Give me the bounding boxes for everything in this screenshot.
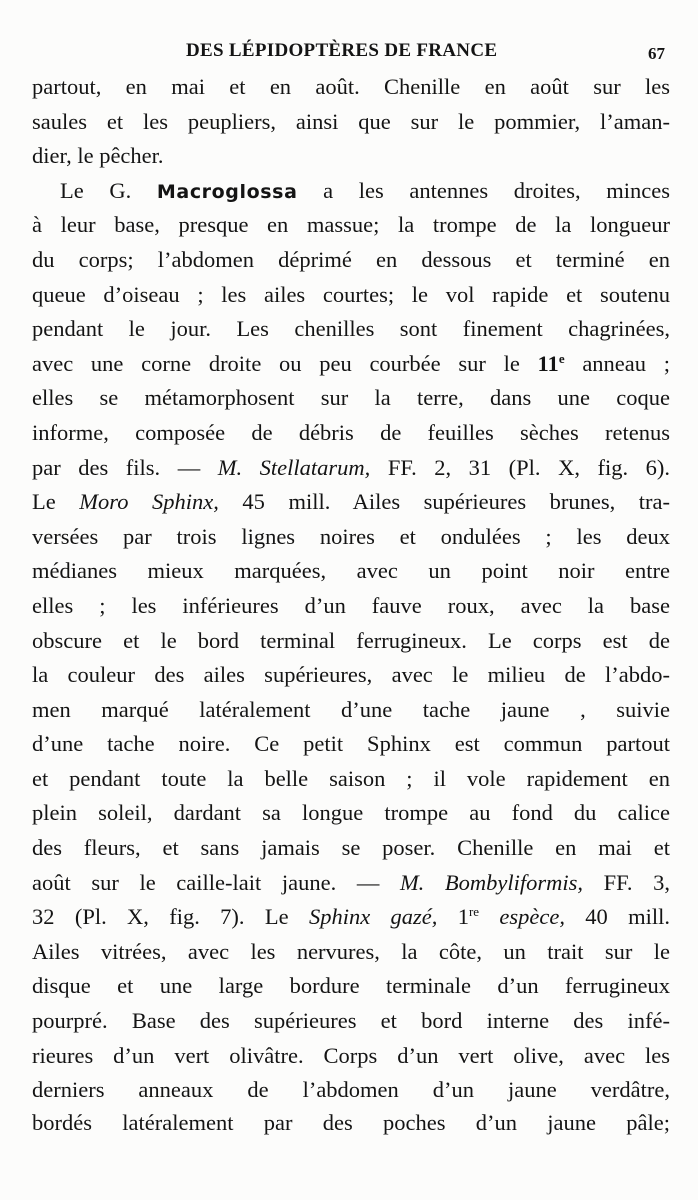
superscript: re [468, 904, 480, 920]
species-name: M. Bombyliformis, [399, 869, 584, 895]
text-line [32, 485, 670, 520]
genus-name: Macroglossa [156, 180, 298, 203]
text-line: dier, le pêcher. [32, 143, 164, 169]
text-line [32, 347, 670, 382]
text-run: Le [32, 489, 56, 515]
text-line: bordés latéralement par des poches d’un jaune pâle; [32, 1109, 670, 1135]
text-line: à leur base, presque en massue; la trompe de la longueur [32, 212, 670, 238]
text-run: FF. 2, 31 (Pl. X, fig. 6). [387, 454, 671, 480]
text-line: et pendant toute la belle saison ; il vole rapidement en [32, 765, 670, 791]
text-line [32, 174, 670, 209]
common-name: Moro Sphinx, [79, 489, 219, 515]
ring-number: 11e [537, 350, 565, 376]
body-text [32, 70, 670, 1140]
text-line: du corps; l’abdomen déprimé en dessous et terminé en [32, 246, 670, 272]
text-line: obscure et le bord terminal ferrugineux. Le corps est de [32, 627, 670, 653]
text-run: 40 mill. [585, 904, 671, 930]
text-run: avec une corne droite ou peu courbée sur le [32, 350, 520, 376]
text-line: pourpré. Base des supérieures et bord interne des infé- [32, 1008, 670, 1034]
species-name: M. Stellatarum, [217, 454, 371, 480]
text-run: 32 (Pl. X, fig. 7). Le [32, 904, 289, 930]
text-run: anneau ; [582, 350, 670, 376]
running-title: DES LÉPIDOPTÈRES DE FRANCE [186, 40, 498, 61]
text-line: pendant le jour. Les chenilles sont finement chagrinées, [32, 316, 670, 342]
text-line: d’une tache noire. Ce petit Sphinx est commun partout [32, 731, 670, 757]
text-line: partout, en mai et en août. Chenille en août sur les [32, 74, 670, 99]
ordinal: 1re [457, 904, 480, 930]
text-line: elles se métamorphosent sur la terre, dans une coque [32, 385, 670, 411]
text-line: derniers anneaux de l’abdomen d’un jaune verdâtre, [32, 1077, 670, 1103]
text-run: août sur le caille-lait jaune. — [32, 869, 380, 895]
text-line [32, 866, 670, 901]
text-line: plein soleil, dardant sa longue trompe au fond du calice [32, 800, 670, 826]
text-line: men marqué latéralement d’une tache jaune , suivie [32, 696, 670, 722]
text-run: par des fils. — [32, 454, 201, 480]
text-run: Le G. [60, 177, 132, 203]
text-line: la couleur des ailes supérieures, avec le milieu de l’abdo- [32, 662, 670, 688]
running-head [0, 40, 698, 64]
text-line: queue d’oiseau ; les ailes courtes; le vol rapide et soutenu [32, 281, 670, 307]
superscript: e [558, 350, 565, 366]
text-line: saules et les peupliers, ainsi que sur le pommier, l’aman- [32, 108, 670, 134]
text-line [32, 451, 670, 486]
text-line: rieures d’un vert olivâtre. Corps d’un vert olive, avec les [32, 1042, 670, 1068]
text-line [32, 900, 670, 935]
text-line: informe, composée de débris de feuilles sèches retenus [32, 419, 670, 445]
text-line: disque et une large bordure terminale d’un ferrugineux [32, 973, 670, 999]
text-line: médianes mieux marquées, avec un point noir entre [32, 558, 670, 584]
text-run: a les antennes droites, minces [323, 177, 671, 203]
common-name: Sphinx gazé, [308, 904, 438, 930]
text-run: 45 mill. Ailes supérieures brunes, tra- [242, 489, 671, 515]
text-line: des fleurs, et sans jamais se poser. Chenille en mai et [32, 835, 670, 861]
text-line: versées par trois lignes noires et ondulées ; les deux [32, 523, 670, 549]
text-run: FF. 3, [603, 869, 670, 895]
page-number: 67 [648, 44, 665, 63]
text-line: elles ; les inférieures d’un fauve roux, avec la base [32, 592, 670, 618]
text-line: Ailes vitrées, avec les nervures, la côte, un trait sur le [32, 938, 670, 964]
species-rank: espèce, [499, 904, 565, 930]
